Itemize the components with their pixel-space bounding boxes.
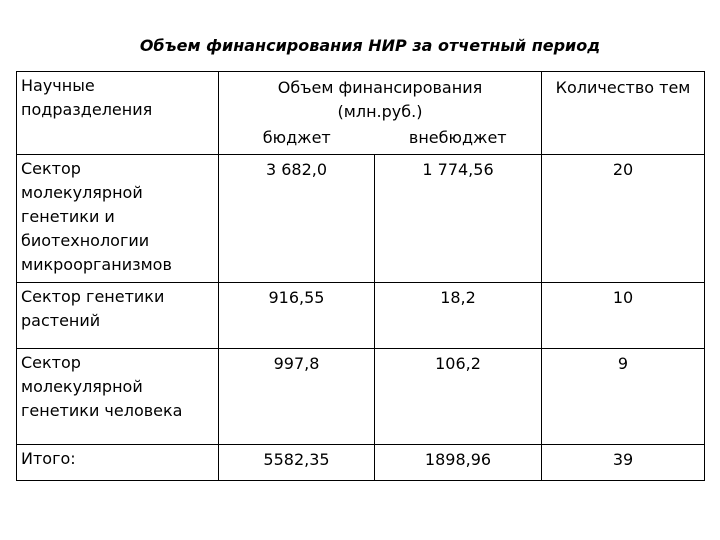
cell-topics-count: 9: [542, 349, 705, 445]
header-extra-budget: внебюджет: [375, 124, 542, 155]
row-label: [17, 283, 219, 349]
row-label: [17, 349, 219, 445]
header-topics-count: Количество тем: [542, 72, 705, 155]
row-label: [17, 445, 219, 481]
row-label-line: Сектор: [21, 159, 81, 178]
page-title: Объем финансирования НИР за отчетный период: [139, 36, 601, 55]
cell-extra-budget: 18,2: [375, 283, 542, 349]
cell-budget: 916,55: [219, 283, 375, 349]
cell-topics-count: 39: [542, 445, 705, 481]
funding-table: [16, 71, 705, 481]
header-units-line: подразделения: [21, 100, 153, 119]
cell-topics-count: 20: [542, 155, 705, 283]
row-label-line: биотехнологии: [21, 231, 150, 250]
row-label: [17, 155, 219, 283]
cell-budget: 5582,35: [219, 445, 375, 481]
cell-budget: 997,8: [219, 349, 375, 445]
cell-extra-budget: 1 774,56: [375, 155, 542, 283]
row-label-line: генетики и: [21, 207, 115, 226]
table-header-row: [17, 72, 705, 125]
table-row: [17, 349, 705, 445]
row-label-line: микроорганизмов: [21, 255, 172, 274]
table-total-row: [17, 445, 705, 481]
row-label-line: Итого:: [21, 449, 76, 468]
row-label-line: Сектор генетики: [21, 287, 165, 306]
row-label-line: молекулярной: [21, 183, 143, 202]
header-funding-line: Объем финансирования: [277, 78, 483, 97]
cell-extra-budget: 106,2: [375, 349, 542, 445]
header-funding-line: (млн.руб.): [337, 102, 423, 121]
row-label-line: генетики человека: [21, 401, 183, 420]
header-units-line: Научные: [21, 76, 95, 95]
cell-budget: 3 682,0: [219, 155, 375, 283]
header-funding: [219, 72, 542, 125]
header-budget: бюджет: [219, 124, 375, 155]
row-label-line: молекулярной: [21, 377, 143, 396]
cell-topics-count: 10: [542, 283, 705, 349]
table-row: [17, 155, 705, 283]
table-row: [17, 283, 705, 349]
row-label-line: растений: [21, 311, 101, 330]
header-units: [17, 72, 219, 155]
row-label-line: Сектор: [21, 353, 81, 372]
cell-extra-budget: 1898,96: [375, 445, 542, 481]
